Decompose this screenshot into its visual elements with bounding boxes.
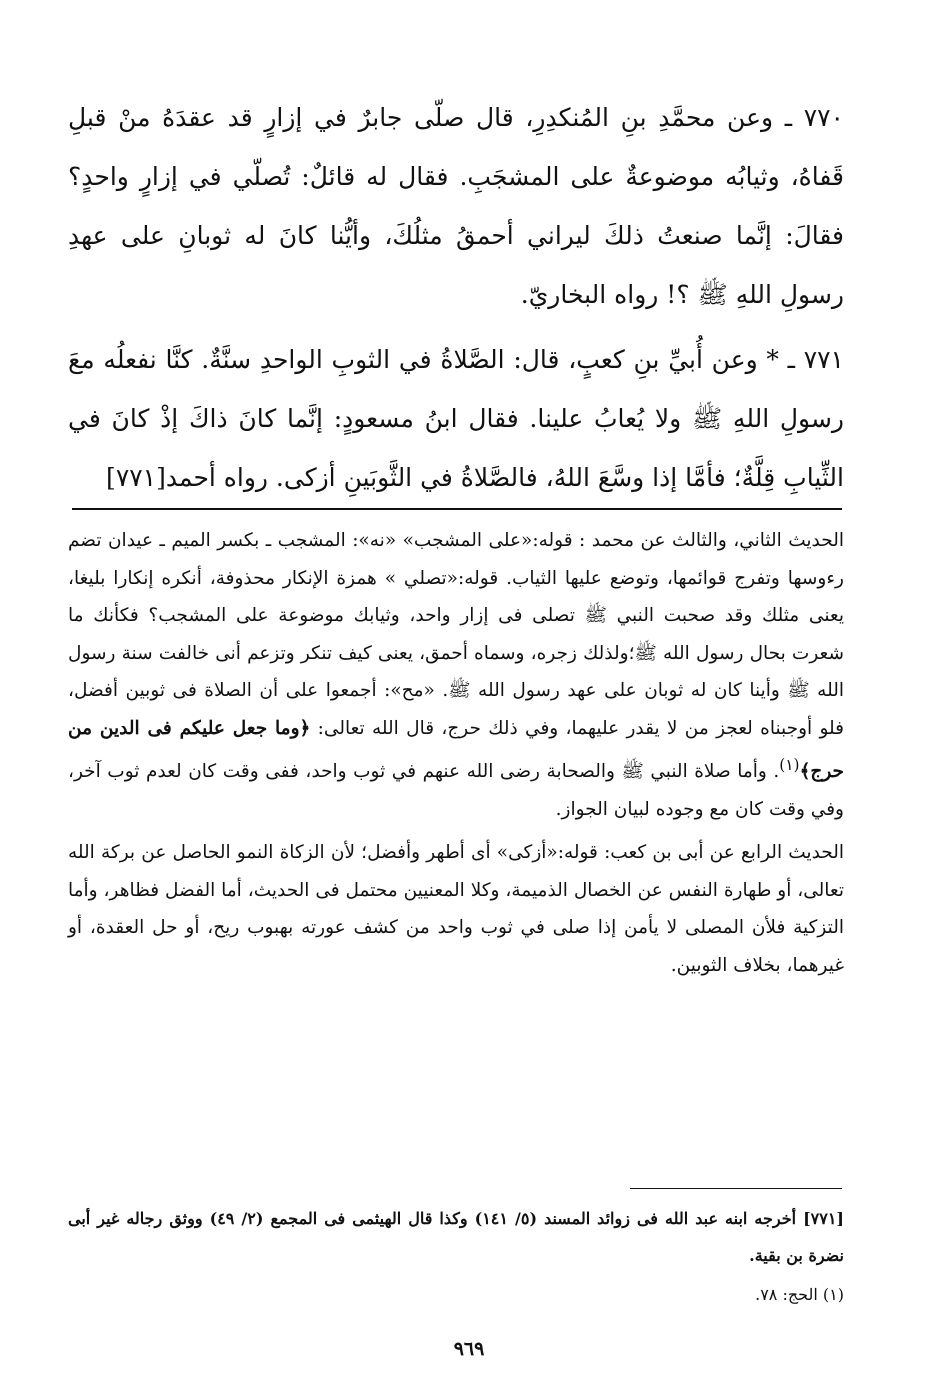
footnote-separator [630,1188,842,1189]
quran-quote: ﴿وما جعل عليكم فى الدين من حرج﴾ [68,717,844,783]
hadith-770: ٧٧٠ ـ وعن محمَّدِ بنِ المُنكدِرِ، قال صلّى جابرٌ في إزارٍ قد عقدَهُ منْ قبلِ قَفاهُ، وثيابُه موضوعةٌ على المشجَبِ. فقال له قائلٌ: تُصلّي في إزارٍ واحدٍ؟ فقالَ: إنَّما صنعتُ ذلكَ ليراني أحمقُ مثلُكَ، وأيُّنا كانَ له ثوبانِ على عهدِ رسولِ اللهِ ﷺ ؟! رواه البخاريّ. [68,103,844,309]
footnote-marker: (١) [779,756,800,774]
commentary-text-1: الحديث الثاني، والثالث عن محمد : قوله:«على المشجب» «نه»: المشجب ـ بكسر الميم ـ عيدان تضم رءوسها وتفرج قوائمها، وتوضع عليها الثياب. قوله:«تصلي » همزة الإنكار محذوفة، أنكره إنكارا بليغا، يعنى مثلك وقد صحبت النبي ﷺ تصلى فى إزار واحد، وثيابك موضوعة على المشجب؟ فكأنك ما شعرت بحال رسول الله ﷺ؛ولذلك زجره، وسماه أحمق، يعنى كيف تنكر وتزعم أنى خالفت سنة رسول الله ﷺ وأينا كان له ثوبان على عهد رسول الله ﷺ. «مح»: أجمعوا على أن الصلاة فى ثوبين أفضل، فلو أوجبناه لعجز من لا يقدر عليهما، وفي ذلك حرج، قال الله تعالى: [68,530,844,739]
commentary-section [68,522,844,984]
page-number: ٩٦٩ [453,1338,485,1360]
commentary-paragraph-1 [68,522,844,828]
footnotes-section [68,1200,844,1313]
separator-rule [72,508,842,510]
footnote-771: [٧٧١] أخرجه ابنه عبد الله فى زوائد المسند (٥/ ١٤١) وكذا قال الهيثمى فى المجمع (٢/ ٤٩) ووثق رجاله غير أبى نضرة بن بقية. [68,1209,844,1265]
hadith-771: ٧٧١ ـ * وعن أُبيِّ بنِ كعبٍ، قال: الصَّلاةُ في الثوبِ الواحدِ سنَّةٌ. كنَّا نفعلُه معَ رسولِ اللهِ ﷺ ولا يُعابُ علينا. فقال ابنُ مسعودٍ: إنَّما كانَ ذاكَ إذْ كانَ في الثِّيابِ قِلَّةٌ؛ فأمَّا إذا وسَّعَ اللهُ، فالصَّلاةُ في الثَّوبَينِ أزكى. رواه أحمد[٧٧١] [68,345,844,492]
commentary-paragraph-2: الحديث الرابع عن أبى بن كعب: قوله:«أزكى» أى أطهر وأفضل؛ لأن الزكاة النمو الحاصل عن بركة الله تعالى، أو طهارة النفس عن الخصال الذميمة، وكلا المعنيين محتمل فى الحديث، أما الفضل فظاهر، وأما التزكية فلأن المصلى لا يأمن إذا صلى في ثوب واحد من كشف عورته بهبوب ريح، أو حل العقدة، أو غيرهما، بخلاف الثوبين. [68,842,844,976]
main-text [68,88,844,507]
commentary-text-1-end: . وأما صلاة النبي ﷺ والصحابة رضى الله عنهم في ثوب واحد، ففى وقت كان لعدم ثوب آخر، وفي وقت كان مع وجوده لبيان الجواز. [68,761,844,820]
footnote-1: (١) الحج: ٧٨. [755,1285,844,1304]
